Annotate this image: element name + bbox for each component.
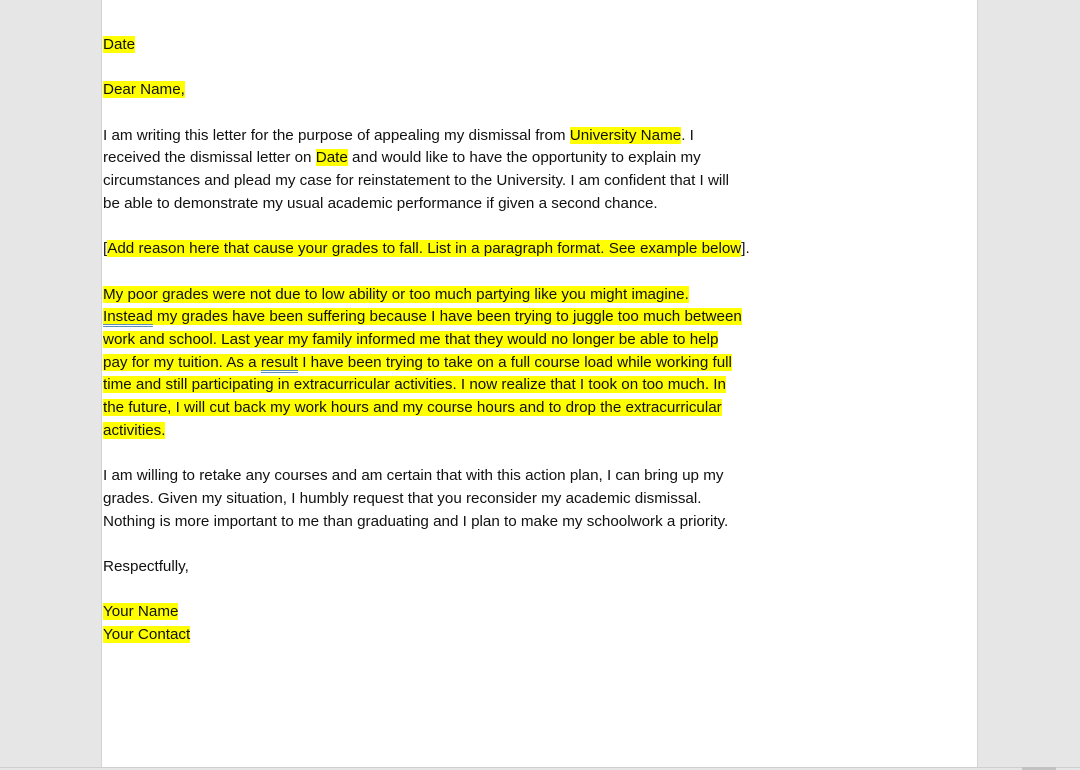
intro-text: be able to demonstrate my usual academic performance if given a second chance. xyxy=(103,194,658,212)
example-text: the future, I will cut back my work hours and my course hours and to drop the extracurricular xyxy=(103,399,722,417)
grammar-flagged-word[interactable]: Instead xyxy=(103,308,153,326)
example-line xyxy=(103,308,742,325)
example-text: I have been trying to take on a full course load while working full xyxy=(298,353,732,371)
grammar-flagged-word[interactable]: result xyxy=(260,353,298,371)
university-name-placeholder: University Name xyxy=(569,126,682,144)
date-placeholder: Date xyxy=(103,36,136,53)
example-reason-paragraph xyxy=(103,284,783,443)
example-text: activities. xyxy=(103,421,166,439)
intro-text: circumstances and plead my case for reinstatement to the University. I am confident that I will xyxy=(103,172,730,190)
closing-text: grades. Given my situation, I humbly request that you reconsider my academic dismissal. xyxy=(103,489,702,507)
letter-body[interactable] xyxy=(103,34,783,647)
signature-block xyxy=(103,601,783,646)
page-bottom-divider xyxy=(0,767,1080,768)
closing-paragraph xyxy=(103,465,783,533)
reason-bracket-close: ]. xyxy=(741,240,750,258)
your-contact-placeholder: Your Contact xyxy=(103,626,191,644)
example-text: time and still participating in extracurricular activities. I now realize that I took on too much. In xyxy=(103,376,726,394)
intro-text: I am writing this letter for the purpose of appealing my dismissal from xyxy=(103,126,570,144)
example-text: My poor grades were not due to low ability or too much partying like you might imagine. xyxy=(103,285,689,303)
salutation-line xyxy=(103,79,783,102)
reason-bracket-open: [ xyxy=(103,240,108,258)
letter-date-line xyxy=(103,34,783,57)
example-text: pay for my tuition. As a xyxy=(103,353,261,371)
reason-instruction-line xyxy=(103,238,783,261)
reason-instruction-placeholder: Add reason here that cause your grades to fall. List in a paragraph format. See example below xyxy=(107,240,742,258)
intro-text: received the dismissal letter on xyxy=(103,149,316,167)
dismissal-date-placeholder: Date xyxy=(315,149,348,167)
example-text: work and school. Last year my family informed me that they would no longer be able to help xyxy=(103,331,719,349)
salutation-placeholder: Dear Name, xyxy=(103,81,185,99)
signoff-line xyxy=(103,556,783,579)
intro-text: . I xyxy=(681,126,694,144)
your-name-placeholder: Your Name xyxy=(103,603,179,621)
signoff-text: Respectfully, xyxy=(103,558,189,576)
example-text: my grades have been suffering because I have been trying to juggle too much between xyxy=(152,308,742,326)
closing-text: Nothing is more important to me than graduating and I plan to make my schoolwork a priority. xyxy=(103,512,729,530)
intro-paragraph xyxy=(103,125,783,216)
closing-text: I am willing to retake any courses and am certain that with this action plan, I can bring up my xyxy=(103,467,724,485)
example-line xyxy=(103,354,732,371)
intro-text: and would like to have the opportunity to explain my xyxy=(347,149,701,167)
